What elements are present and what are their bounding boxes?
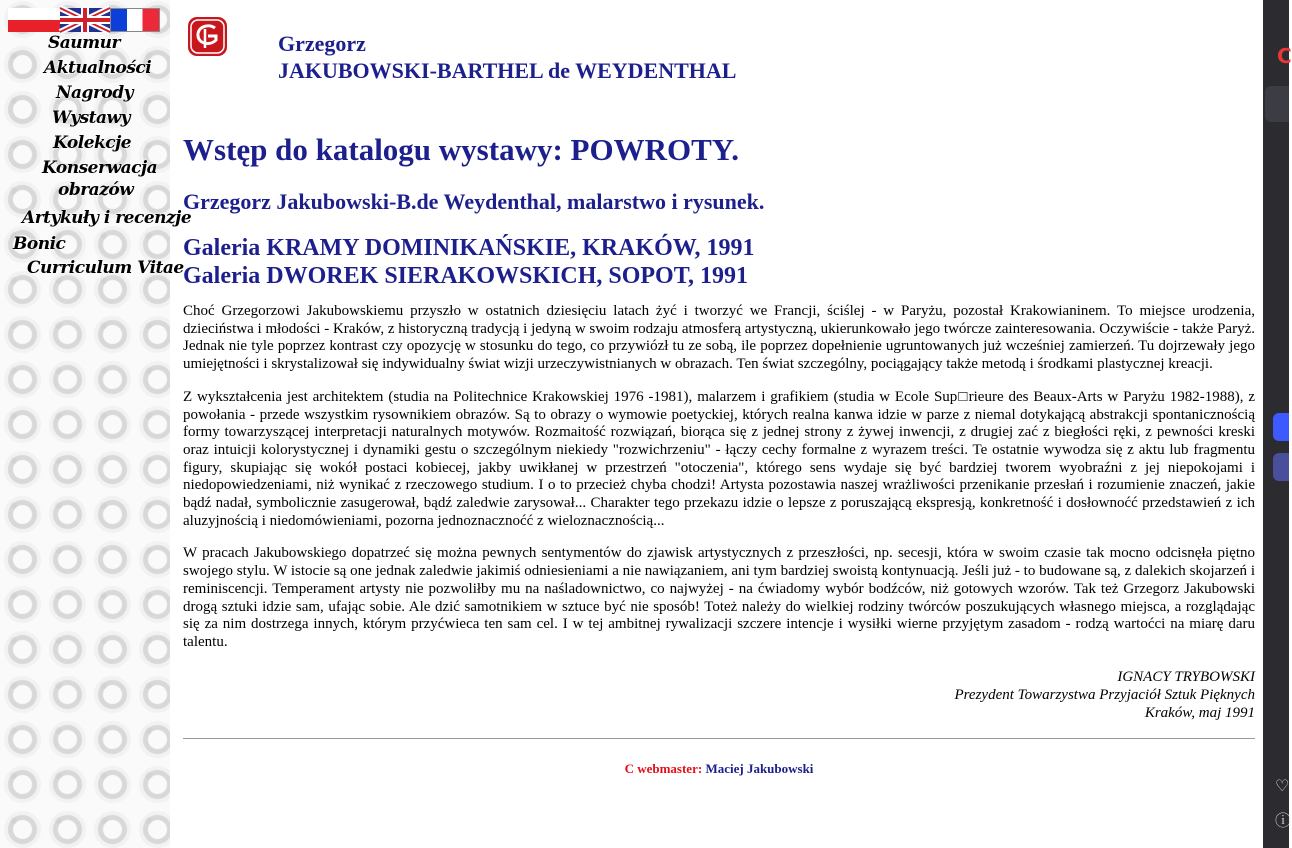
menu-item-nagrody[interactable]: Nagrody (56, 83, 134, 103)
menu-item-konserwacja-line2[interactable]: obrazów (58, 180, 134, 200)
adjacent-window-edge (1263, 0, 1292, 848)
page-title: Wstęp do katalogu wystawy: POWROTY. (183, 132, 740, 167)
adjacent-window-tab (1265, 86, 1289, 122)
french-flag-icon[interactable] (110, 8, 160, 32)
menu-item-bonic[interactable]: Bonic (13, 234, 66, 254)
adjacent-window-red-glyph: C (1277, 44, 1292, 68)
paragraph-2: Z wykształcenia jest architektem (studia na Politechnice Krakowskiej 1976 -1981), malarzem i grafikiem (studia w Ecole Sup□rieure des Beaux-Arts w Paryżu 1982-1988), z powołania - przede wszystkim rysownikiem obrazów. Są to obrazy o wymowie poetyckiej, których realna kanwa idzie w parze z niemal dotykającą abstrakcji spontanicznością formy towarzyszącej interpretacji naturalnych motywów. Rozmaitość rozwiązań, biorąca się z jednej strony z żywej inwencji, z drugiej zać z biegłości ręki, z pewności kreski oraz intuicji kolorystycznej i dynamiki gestu o szczególnym niekiedy "rozwichrzeniu" - łączy cechy formalne z wyrazem treści. Te ostatnie wywodza się z aktu lub fragmentu figury, skupiając się wokół postaci kobiecej, jakby uwikłanej w przestrzeń "otoczenia", którego sens wydaje się być bardziej tworem wyobraźni z jej niepokojami i niedopowiedzeniami, niż wynikać z rzeczowego studium. I o to przecież chyba chodzi! Artysta pozostawia naszej wrażliwości przenikanie przesłań i rozumienie znaczeń, jakie bądź nadał, symbolicznie zasugerował, bądź zaledwie zarysował... Charakter tego przekazu idzie o lepsze z poruszającą ekspresją, konkretność i dosłownoćć przedstawień z ich aluzyjnością i niedomówieniami, pozorna jednoznacznoćć z wieloznacznością... (183, 388, 1255, 529)
heart-icon[interactable]: ♡ (1275, 776, 1290, 795)
article-content (183, 120, 1255, 777)
divider (183, 738, 1255, 739)
menu-item-saumur[interactable]: Saumur (48, 33, 120, 53)
footer-label: C webmaster: (624, 760, 703, 776)
article-subtitle: Grzegorz Jakubowski-B.de Weydenthal, malarstwo i rysunek. (183, 188, 765, 214)
artist-surname: JAKUBOWSKI-BARTHEL de WEYDENTHAL (278, 58, 737, 83)
menu-item-curriculum-vitae[interactable]: Curriculum Vitae (27, 258, 184, 278)
signature-block (183, 668, 1255, 722)
paragraph-3: W pracach Jakubowskiego dopatrzeć się można pewnych sentymentów do zjawisk artystycznych z przeszłości, np. secesji, która w swoim czasie tak mocno odcisnęła piętno swojego stylu. W istocie są one jednak zaledwie jakimiś odniesieniami a nie nawiązaniem, ani tym bardziej swoistą kontynuacją. Jeśli już - to budowane są, z dalekich skojarzeń i reminiscencji. Temperament artysty nie pozwoliłby mu na naśladownictwo, co najwyżej - na ćwiadomy wybór bodźców, niż gotowych wzorów. Tak też Grzegorz Jakubowski drogą sztuki idzie sam, ufając sobie. Ale dzić samotnikiem w sztuce być nie sposób! Toteż należy do wielkiej rodziny twórców poszukujących własnego miejsca, a rozglądając się za nim dostrzega innych, którym przyćwieca ten sam cel. I w tej ambitnej rywalizacji szczere intencje i wysiłki wierne przyjętym zasadom - rodzą wartoćci na miarę daru talentu. (183, 545, 1255, 650)
webmaster-link[interactable]: Maciej Jakubowski (705, 760, 814, 776)
menu-item-artykuly[interactable]: Artykuły i recenzje (22, 208, 192, 228)
menu-item-aktualnosci[interactable]: Aktualności (44, 58, 152, 78)
signature-role: Prezydent Towarzystwa Przyjaciół Sztuk Pięknych (954, 686, 1255, 703)
paragraph-1: Choć Grzegorzowi Jakubowskiemu przyszło w ostatnich dziesięciu latach żyć i tworzyć we Francji, ściślej - w Paryżu, pozostał Krakowianinem. To miejsce urodzenia, dzieciństwa i młodości - Kraków, z historyczną tradycją i jedyną w swoim rodzaju atmosferą artystyczną, ukierunkowało jego twórcze zainteresowania. Oczywiście - także Paryż. Jednak nie tyle poprzez kontrast czy opozycję w stosunku do tego, co przywiózł tu ze sobą, ile poprzez dopełnienie ugruntowanych już wcześniej zamierzeń. Tu dojrzewały jego umiejętności i skrystalizował się indywidualny świat wizji urzeczywistnianych w obrazach. Ten świat szczególny, pociągający także metodą i środkami plastycznej kreacji. (183, 303, 1255, 373)
signature-name: IGNACY TRYBOWSKI (1117, 668, 1255, 685)
menu-item-wystawy[interactable]: Wystawy (52, 108, 131, 128)
english-flag-icon[interactable] (60, 8, 110, 32)
menu-item-kolekcje[interactable]: Kolekcje (53, 133, 132, 153)
adjacent-window-button-1[interactable] (1273, 413, 1289, 441)
info-icon[interactable]: ⓘ (1275, 811, 1292, 830)
artist-first-name: Grzegorz (278, 31, 366, 56)
signature-place-date: Kraków, maj 1991 (1144, 704, 1255, 721)
footer (183, 761, 1255, 777)
gallery-line-2: Galeria DWOREK SIERAKOWSKICH, SOPOT, 1991 (183, 263, 748, 290)
polish-flag-icon[interactable] (8, 8, 60, 32)
gallery-line-1: Galeria KRAMY DOMINIKAŃSKIE, KRAKÓW, 1991 (183, 235, 755, 262)
logo-icon (186, 15, 229, 58)
adjacent-window-button-2[interactable] (1273, 453, 1289, 481)
galleries-list (183, 234, 1255, 290)
menu-item-konserwacja[interactable]: Konserwacja (42, 158, 158, 178)
